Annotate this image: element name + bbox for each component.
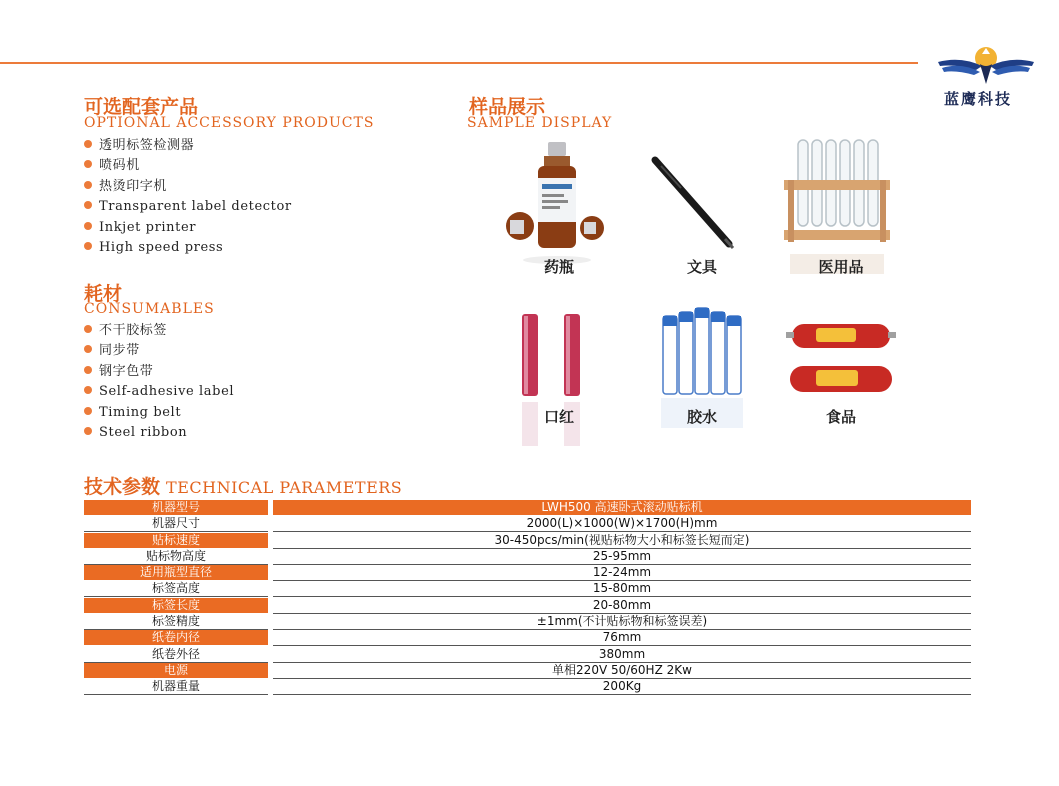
table-row xyxy=(84,647,971,663)
list-item-text: Inkjet printer xyxy=(99,219,197,235)
parameter-value: 200Kg xyxy=(273,679,971,695)
list-item xyxy=(84,321,234,341)
sample-caption: 医用品 xyxy=(818,258,864,276)
table-row xyxy=(84,516,971,532)
sample-stationery xyxy=(637,138,767,288)
consumables-list xyxy=(84,321,234,443)
list-item xyxy=(84,136,292,156)
accessories-title-cn: 可选配套产品 xyxy=(84,96,199,118)
parameter-value: 30-450pcs/min(视贴标物大小和标签长短而定) xyxy=(273,533,971,549)
parameter-value: 15-80mm xyxy=(273,581,971,597)
bullet-icon xyxy=(84,222,92,230)
parameter-value: 25-95mm xyxy=(273,549,971,565)
bullet-icon xyxy=(84,366,92,374)
sample-lipstick xyxy=(494,302,624,452)
table-row xyxy=(84,679,971,695)
bullet-icon xyxy=(84,140,92,148)
parameter-label: 纸卷内径 xyxy=(84,630,268,645)
list-item xyxy=(84,341,234,361)
parameter-label: 机器重量 xyxy=(84,679,268,695)
bullet-icon xyxy=(84,201,92,209)
parameter-value: 12-24mm xyxy=(273,565,971,581)
table-row xyxy=(84,598,971,614)
list-item-text: Transparent label detector xyxy=(99,199,292,215)
bullet-icon xyxy=(84,345,92,353)
parameter-value: ±1mm(不计贴标物和标签误差) xyxy=(273,614,971,630)
parameter-value: 2000(L)×1000(W)×1700(H)mm xyxy=(273,516,971,532)
sausage-icon xyxy=(776,302,906,452)
bullet-icon xyxy=(84,407,92,415)
bullet-icon xyxy=(84,242,92,250)
list-item-text: 喷码机 xyxy=(99,158,140,174)
bullet-icon xyxy=(84,160,92,168)
brand-logo xyxy=(936,44,1036,110)
table-row xyxy=(84,630,971,646)
header-rule xyxy=(0,62,918,64)
sample-caption: 药瓶 xyxy=(543,258,574,276)
lipstick-icon xyxy=(494,302,624,452)
parameter-label: 电源 xyxy=(84,663,268,678)
list-item xyxy=(84,362,234,382)
parameter-value: 20-80mm xyxy=(273,598,971,614)
parameter-table xyxy=(84,500,971,696)
accessories-list xyxy=(84,136,292,258)
bullet-icon xyxy=(84,427,92,435)
sample-food xyxy=(776,302,906,452)
bullet-icon xyxy=(84,325,92,333)
consumables-title-cn: 耗材 xyxy=(84,283,123,305)
glue-bottle-icon xyxy=(637,302,767,452)
table-row xyxy=(84,500,971,516)
table-row xyxy=(84,549,971,565)
list-item-text: 热烫印字机 xyxy=(99,178,168,194)
parameter-label: 机器型号 xyxy=(84,500,268,515)
sample-medical-supplies xyxy=(776,138,906,288)
parameter-label: 标签精度 xyxy=(84,614,268,630)
parameter-value: 76mm xyxy=(273,630,971,646)
samples-title-cn: 样品展示 xyxy=(469,96,546,118)
eagle-icon xyxy=(936,44,1036,88)
list-item xyxy=(84,423,234,443)
table-row xyxy=(84,533,971,549)
table-row xyxy=(84,565,971,581)
list-item xyxy=(84,218,292,238)
sample-caption: 胶水 xyxy=(686,408,717,426)
list-item xyxy=(84,403,234,423)
samples-title-en: SAMPLE DISPLAY xyxy=(467,115,613,131)
sample-caption: 文具 xyxy=(686,258,717,276)
list-item-text: 透明标签检测器 xyxy=(99,138,195,153)
list-item-text: 不干胶标签 xyxy=(99,323,168,338)
parameter-label: 贴标速度 xyxy=(84,533,268,548)
table-row xyxy=(84,614,971,630)
list-item-text: Self-adhesive label xyxy=(99,384,235,400)
bullet-icon xyxy=(84,181,92,189)
brand-name: 蓝鹰科技 xyxy=(944,90,1013,108)
list-item xyxy=(84,197,292,217)
list-item-text: High speed press xyxy=(99,239,224,255)
list-item xyxy=(84,156,292,176)
parameter-label: 机器尺寸 xyxy=(84,516,268,532)
list-item xyxy=(84,238,292,258)
sample-caption: 食品 xyxy=(825,408,856,426)
parameter-label: 标签高度 xyxy=(84,581,268,597)
parameter-value: 380mm xyxy=(273,647,971,663)
list-item-text: 同步带 xyxy=(99,343,140,359)
table-row xyxy=(84,581,971,597)
technical-title xyxy=(84,472,402,499)
accessories-title-en: OPTIONAL ACCESSORY PRODUCTS xyxy=(84,115,375,131)
table-row xyxy=(84,663,971,679)
technical-title-en: TECHNICAL PARAMETERS xyxy=(166,478,403,497)
sample-caption: 口红 xyxy=(543,408,574,426)
parameter-value: 单相220V 50/60HZ 2Kw xyxy=(273,663,971,679)
list-item-text: Steel ribbon xyxy=(99,424,188,440)
parameter-label: 适用瓶型直径 xyxy=(84,565,268,580)
consumables-title-en: CONSUMABLES xyxy=(84,301,215,317)
list-item-text: Timing belt xyxy=(99,404,182,420)
parameter-label: 标签长度 xyxy=(84,598,268,613)
sample-glue xyxy=(637,302,767,452)
parameter-label: 贴标物高度 xyxy=(84,549,268,565)
list-item xyxy=(84,177,292,197)
parameter-label: 纸卷外径 xyxy=(84,647,268,663)
sample-medicine-bottles xyxy=(494,138,624,288)
parameter-value: LWH500 高速卧式滚动贴标机 xyxy=(273,500,971,515)
list-item xyxy=(84,382,234,402)
technical-title-cn: 技术参数 xyxy=(84,476,161,498)
bullet-icon xyxy=(84,386,92,394)
list-item-text: 钢字色带 xyxy=(99,363,154,379)
